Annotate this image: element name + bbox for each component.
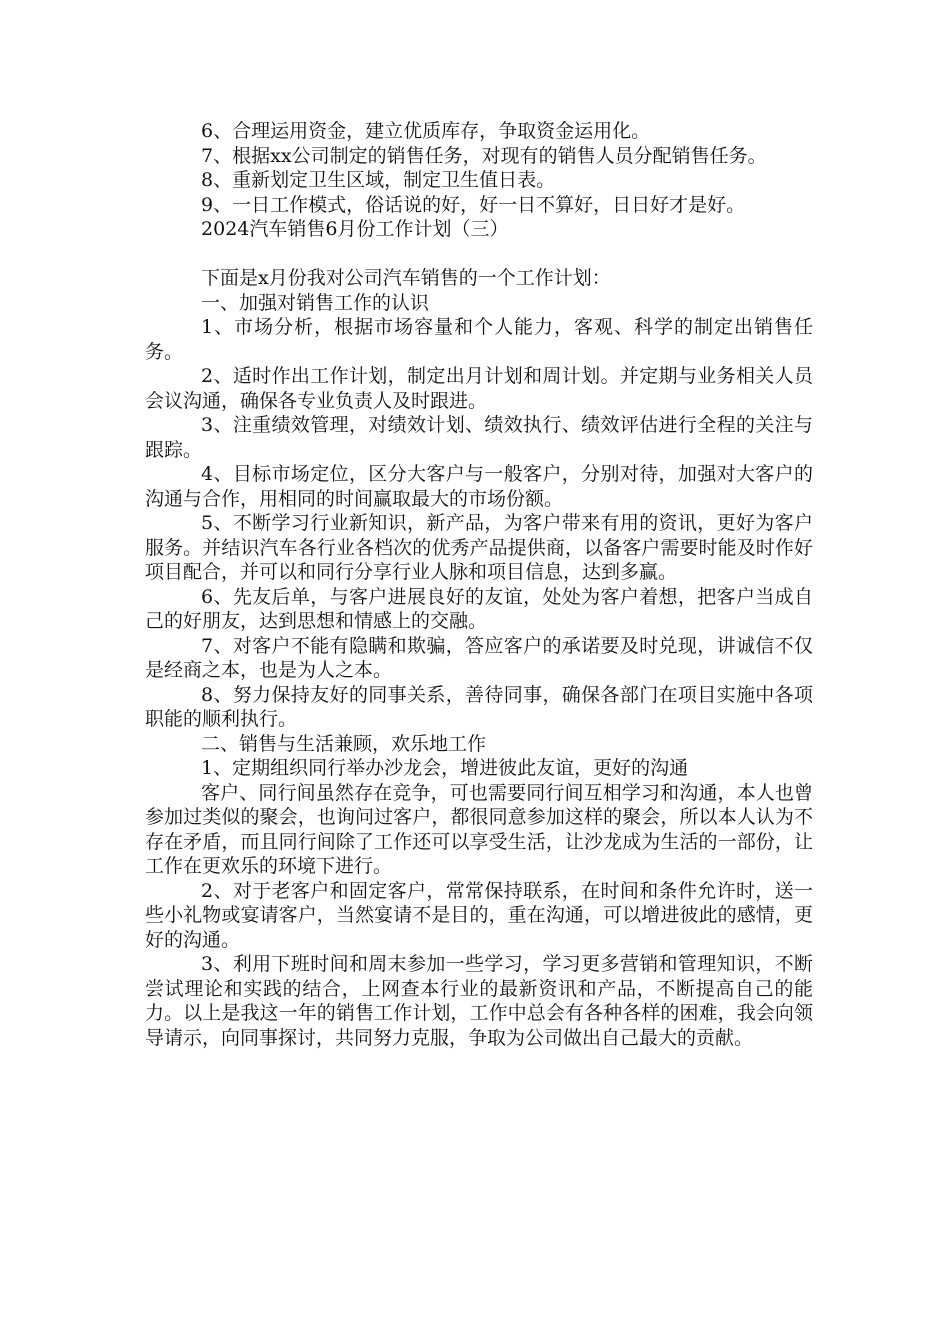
heading-part-1: 一、加强对销售工作的认识 <box>201 291 430 314</box>
paragraph-item-7: 7、根据xx公司制定的销售任务，对现有的销售人员分配销售任务。 <box>201 144 767 167</box>
part2-item-1: 1、定期组织同行举办沙龙会，增进彼此友谊，更好的沟通 <box>201 757 689 779</box>
part1-item-3: 3、注重绩效管理，对绩效计划、绩效执行、绩效评估进行全程的关注与跟踪。 <box>145 414 813 461</box>
part1-item-4: 4、目标市场定位，区分大客户与一般客户，分别对待，加强对大客户的沟通与合作，用相同的时间赢取最大的市场份额。 <box>145 463 813 510</box>
blank-line <box>145 242 813 267</box>
part1-item-6: 6、先友后单，与客户进展良好的友谊，处处为客户着想，把客户当成自己的好朋友，达到思想和情感上的交融。 <box>145 585 813 632</box>
part1-item-7: 7、对客户不能有隐瞒和欺骗，答应客户的承诺要及时兑现，讲诚信不仅是经商之本，也是为人之本。 <box>145 634 813 681</box>
part1-item-1: 1、市场分析，根据市场容量和个人能力，客观、科学的制定出销售任务。 <box>145 316 813 363</box>
part1-item-8: 8、努力保持友好的同事关系，善待同事，确保各部门在项目实施中各项职能的顺利执行。 <box>145 683 813 730</box>
intro-paragraph: 下面是x月份我对公司汽车销售的一个工作计划： <box>201 267 611 289</box>
paragraph-item-9: 9、一日工作模式，俗话说的好，好一日不算好，日日好才是好。 <box>201 193 746 216</box>
paragraph-item-8: 8、重新划定卫生区域，制定卫生值日表。 <box>201 169 556 191</box>
part2-item-3: 3、利用下班时间和周末参加一些学习，学习更多营销和管理知识，不断尝试理论和实践的结合，上网查本行业的最新资讯和产品，不断提高自己的能力。以上是我这一年的销售工作计划，工作中总会有各种各样的困难，我会向领导请示，向同事探讨，共同努力克服，争取为公司做出自己最大的贡献。 <box>145 953 813 1049</box>
heading-part-2: 二、销售与生活兼顾，欢乐地工作 <box>201 732 487 755</box>
part2-item-1-detail: 客户、同行间虽然存在竞争，可也需要同行间互相学习和沟通，本人也曾参加过类似的聚会，也询问过客户，都很同意参加这样的聚会，所以本人认为不存在矛盾，而且同行间除了工作还可以享受生活，让沙龙成为生活的一部份，让工作在更欢乐的环境下进行。 <box>145 781 813 877</box>
part2-item-2: 2、对于老客户和固定客户，常常保持联系，在时间和条件允许时，送一些小礼物或宴请客户，当然宴请不是目的，重在沟通，可以增进彼此的感情，更好的沟通。 <box>145 879 813 951</box>
section-title: 2024汽车销售6月份工作计划（三） <box>201 218 509 240</box>
paragraph-item-6: 6、合理运用资金，建立优质库存，争取资金运用化。 <box>201 120 651 142</box>
part1-item-5: 5、不断学习行业新知识，新产品，为客户带来有用的资讯，更好为客户服务。并结识汽车各行业各档次的优秀产品提供商，以备客户需要时能及时作好项目配合，并可以和同行分享行业人脉和项目信息，达到多赢。 <box>145 512 813 583</box>
document-page <box>145 119 813 1050</box>
part1-item-2: 2、适时作出工作计划，制定出月计划和周计划。并定期与业务相关人员会议沟通，确保各专业负责人及时跟进。 <box>145 365 813 412</box>
